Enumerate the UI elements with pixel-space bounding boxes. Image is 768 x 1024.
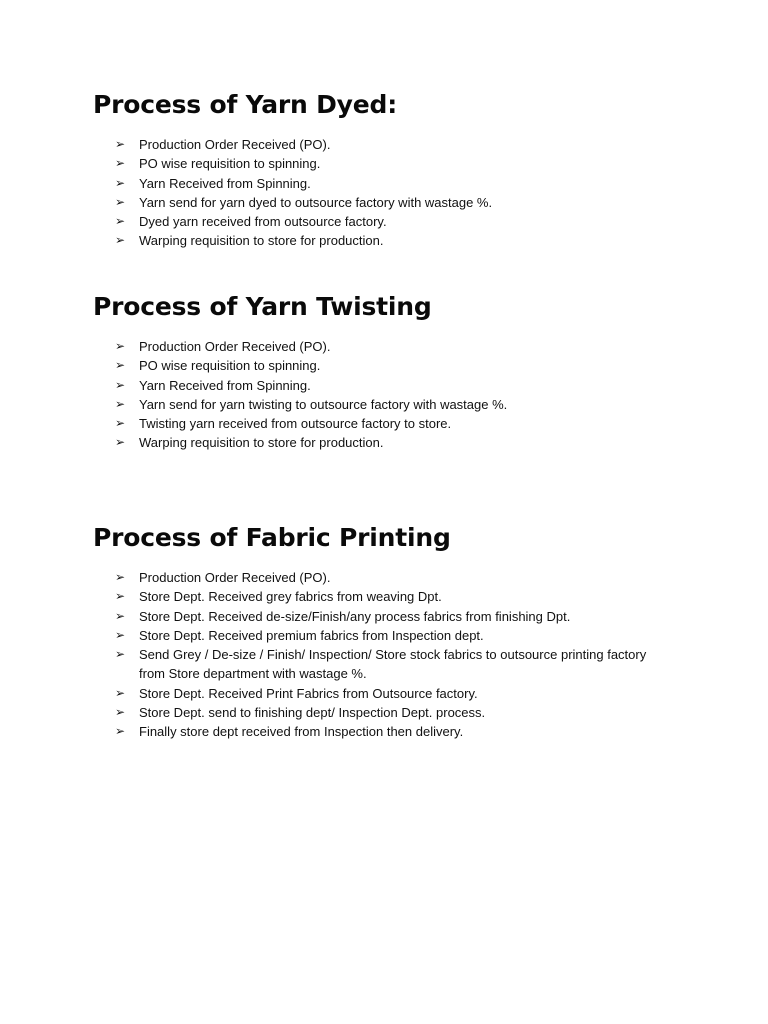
list-item [115, 356, 659, 375]
list-item-text: Twisting yarn received from outsource factory to store. [139, 416, 452, 432]
arrow-bullet-icon: ➢ [115, 608, 126, 623]
list-item [115, 135, 659, 154]
list-item-text: Store Dept. Received de-size/Finish/any process fabrics from finishing Dpt. [139, 608, 571, 624]
list-item-text: Warping requisition to store for production. [139, 233, 384, 249]
arrow-bullet-icon: ➢ [115, 705, 126, 720]
list-item-text: Store Dept. Received grey fabrics from weaving Dpt. [139, 589, 442, 605]
arrow-bullet-icon: ➢ [115, 156, 126, 171]
section-yarn-twisting [93, 292, 713, 451]
arrow-bullet-icon: ➢ [115, 233, 126, 248]
arrow-bullet-icon: ➢ [115, 339, 126, 353]
list-item [115, 433, 659, 452]
list-item-text: Production Order Received (PO). [139, 137, 331, 152]
arrow-bullet-icon: ➢ [115, 570, 126, 584]
section-title: Process of Yarn Twisting [93, 292, 432, 321]
list-item [115, 703, 659, 722]
list-item [115, 414, 659, 433]
arrow-bullet-icon: ➢ [115, 724, 126, 739]
list-item [115, 722, 659, 741]
list-item [115, 587, 659, 606]
list-item-text: Finally store dept received from Inspection then delivery. [139, 724, 464, 740]
list-item-text: Store Dept. Received premium fabrics from Inspection dept. [139, 627, 484, 643]
list-item [115, 154, 659, 173]
list-item [115, 193, 659, 212]
arrow-bullet-icon: ➢ [115, 175, 126, 190]
arrow-bullet-icon: ➢ [115, 627, 126, 642]
list-item [115, 212, 659, 231]
list-item [115, 626, 659, 645]
list-item [115, 607, 659, 626]
section-title: Process of Fabric Printing [93, 523, 451, 552]
list-item [115, 231, 659, 250]
arrow-bullet-icon: ➢ [115, 416, 126, 431]
bullet-list [115, 337, 659, 453]
list-item [115, 645, 659, 684]
list-item [115, 174, 659, 193]
list-item [115, 568, 659, 587]
list-item-text: Send Grey / De-size / Finish/ Inspection/ Store stock fabrics to outsource printing factory from Store department with wastage %. [139, 647, 647, 682]
list-item-text: Yarn Received from Spinning. [139, 377, 311, 393]
list-item [115, 395, 659, 414]
list-item-text: PO wise requisition to spinning. [139, 358, 321, 374]
list-item-text: Store Dept. send to finishing dept/ Inspection Dept. process. [139, 705, 486, 721]
arrow-bullet-icon: ➢ [115, 685, 126, 700]
list-item [115, 376, 659, 395]
list-item [115, 684, 659, 703]
list-item-text: Production Order Received (PO). [139, 339, 331, 354]
section-title: Process of Yarn Dyed: [93, 90, 398, 119]
section-fabric-printing [93, 523, 713, 740]
bullet-list [115, 568, 659, 742]
arrow-bullet-icon: ➢ [115, 396, 126, 411]
arrow-bullet-icon: ➢ [115, 214, 126, 229]
list-item-text: Yarn send for yarn twisting to outsource factory with wastage %. [139, 396, 508, 412]
list-item-text: Yarn Received from Spinning. [139, 175, 311, 191]
list-item [115, 337, 659, 356]
arrow-bullet-icon: ➢ [115, 137, 126, 151]
section-yarn-dyed [93, 90, 713, 249]
arrow-bullet-icon: ➢ [115, 377, 126, 392]
list-item-text: Store Dept. Received Print Fabrics from Outsource factory. [139, 685, 478, 701]
arrow-bullet-icon: ➢ [115, 194, 126, 209]
arrow-bullet-icon: ➢ [115, 647, 126, 662]
bullet-list [115, 135, 659, 251]
arrow-bullet-icon: ➢ [115, 589, 126, 604]
arrow-bullet-icon: ➢ [115, 358, 126, 373]
list-item-text: Production Order Received (PO). [139, 570, 331, 585]
list-item-text: Dyed yarn received from outsource factory. [139, 214, 387, 230]
arrow-bullet-icon: ➢ [115, 435, 126, 450]
list-item-text: PO wise requisition to spinning. [139, 156, 321, 172]
list-item-text: Warping requisition to store for production. [139, 435, 384, 451]
list-item-text: Yarn send for yarn dyed to outsource factory with wastage %. [139, 194, 493, 210]
